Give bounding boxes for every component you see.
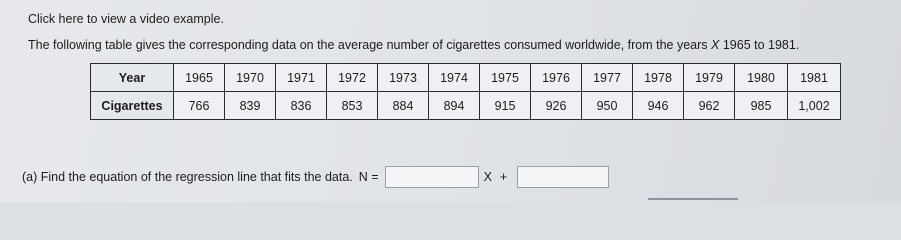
year-cell: 1977 <box>582 64 633 92</box>
partial-element-edge <box>648 198 738 200</box>
year-cell: 1979 <box>684 64 735 92</box>
question-a-label: (a) Find the equation of the regression line that fits the data. <box>22 170 353 184</box>
cigarettes-row-header: Cigarettes <box>91 92 174 120</box>
year-cell: 1965 <box>174 64 225 92</box>
year-cell: 1980 <box>735 64 788 92</box>
cigarettes-cell: 950 <box>582 92 633 120</box>
year-cell: 1981 <box>788 64 841 92</box>
cigarettes-cell: 1,002 <box>788 92 841 120</box>
cigarettes-cell: 894 <box>429 92 480 120</box>
cigarettes-row <box>91 92 841 120</box>
cigarettes-cell: 946 <box>633 92 684 120</box>
intro-variable: X <box>711 38 720 52</box>
question-a <box>22 166 609 188</box>
cigarettes-cell: 962 <box>684 92 735 120</box>
cigarettes-cell: 926 <box>531 92 582 120</box>
year-cell: 1972 <box>327 64 378 92</box>
year-cell: 1976 <box>531 64 582 92</box>
year-cell: 1975 <box>480 64 531 92</box>
cigarettes-cell: 884 <box>378 92 429 120</box>
year-row-header: Year <box>91 64 174 92</box>
data-table <box>90 63 841 120</box>
year-cell: 1973 <box>378 64 429 92</box>
year-cell: 1978 <box>633 64 684 92</box>
year-cell: 1971 <box>276 64 327 92</box>
year-row <box>91 64 841 92</box>
cigarettes-cell: 839 <box>225 92 276 120</box>
intro-text-after: 1965 to 1981. <box>719 38 800 52</box>
slope-answer-input[interactable] <box>385 166 479 188</box>
equation-plus: + <box>499 170 508 184</box>
video-example-link[interactable]: Click here to view a video example. <box>28 12 224 26</box>
cigarettes-cell: 836 <box>276 92 327 120</box>
intro-text-before: The following table gives the corresponding data on the average number of cigarettes consumed worldwide, from the years <box>28 38 712 52</box>
year-cell: 1970 <box>225 64 276 92</box>
equation-x-variable: X <box>483 170 492 184</box>
cigarettes-cell: 985 <box>735 92 788 120</box>
cigarettes-cell: 766 <box>174 92 225 120</box>
cigarettes-cell: 853 <box>327 92 378 120</box>
equation-lhs: N = <box>358 170 379 184</box>
cigarettes-cell: 915 <box>480 92 531 120</box>
intercept-answer-input[interactable] <box>517 166 609 188</box>
problem-intro <box>28 38 799 52</box>
year-cell: 1974 <box>429 64 480 92</box>
